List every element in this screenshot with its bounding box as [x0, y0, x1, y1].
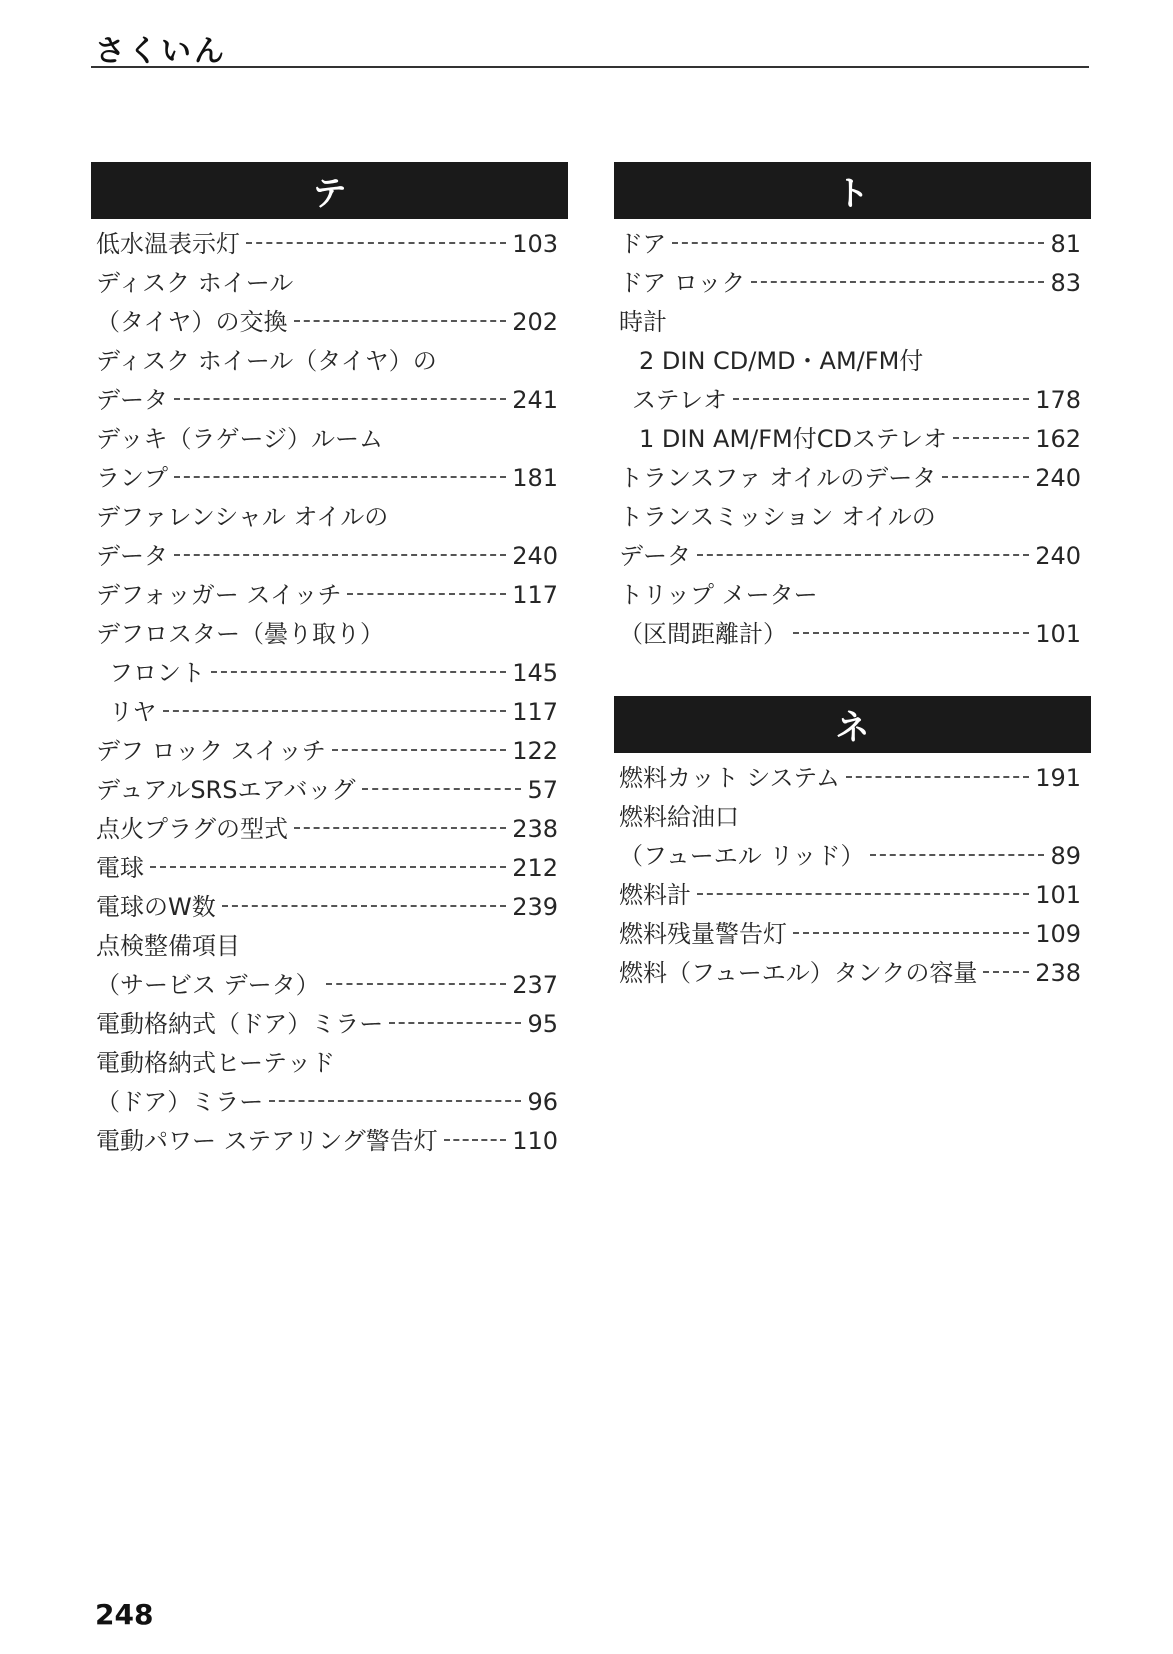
- index-entry: [91, 381, 568, 420]
- index-entry-list: [614, 225, 1091, 654]
- entry-term: デフォッガー スイッチ: [96, 581, 342, 609]
- dot-leader: [222, 905, 506, 907]
- entry-term: 時計: [619, 308, 667, 336]
- entry-term: データ: [96, 542, 168, 570]
- dot-leader: [362, 788, 522, 790]
- dot-leader: [870, 854, 1044, 856]
- entry-page-number: 95: [527, 1010, 558, 1038]
- page-number: 248: [95, 1598, 154, 1631]
- entry-term: ドア ロック: [619, 269, 746, 297]
- entry-term: 点火プラグの型式: [96, 815, 288, 843]
- section-heading: テ: [91, 162, 568, 219]
- index-entry: [91, 1083, 568, 1122]
- dot-leader: [983, 971, 1029, 973]
- entry-page-number: 117: [512, 698, 558, 726]
- index-entry: [614, 915, 1091, 954]
- dot-leader: [751, 281, 1044, 283]
- entry-term: ステレオ: [632, 386, 728, 414]
- dot-leader: [793, 632, 1029, 634]
- dot-leader: [672, 242, 1044, 244]
- entry-page-number: 238: [1035, 959, 1081, 987]
- dot-leader: [793, 932, 1029, 934]
- entry-page-number: 181: [512, 464, 558, 492]
- entry-page-number: 101: [1035, 620, 1081, 648]
- index-entry: [614, 225, 1091, 264]
- index-entry: [614, 303, 1091, 342]
- index-entry: [614, 420, 1091, 459]
- entry-term: （ドア）ミラー: [96, 1088, 264, 1116]
- index-entry: [91, 459, 568, 498]
- index-section-ne: [614, 696, 1091, 993]
- entry-term: ランプ: [96, 464, 168, 492]
- dot-leader: [294, 827, 506, 829]
- entry-term: （区間距離計）: [619, 620, 787, 648]
- entry-term: 燃料給油口: [619, 803, 739, 831]
- entry-page-number: 212: [512, 854, 558, 882]
- index-section-te: [91, 162, 568, 1161]
- entry-term: デュアルSRSエアバッグ: [96, 776, 356, 804]
- index-entry: [614, 576, 1091, 615]
- entry-page-number: 117: [512, 581, 558, 609]
- index-entry: [91, 1044, 568, 1083]
- index-entry: [91, 849, 568, 888]
- entry-term: 1 DIN AM/FM付CDステレオ: [639, 425, 948, 453]
- dot-leader: [444, 1139, 506, 1141]
- index-entry: [614, 537, 1091, 576]
- dot-leader: [269, 1100, 521, 1102]
- entry-page-number: 191: [1035, 764, 1081, 792]
- index-entry: [91, 225, 568, 264]
- entry-page-number: 162: [1035, 425, 1081, 453]
- dot-leader: [389, 1022, 521, 1024]
- dot-leader: [174, 398, 506, 400]
- index-entry: [91, 498, 568, 537]
- entry-page-number: 240: [1035, 542, 1081, 570]
- index-entry: [91, 264, 568, 303]
- index-entry: [91, 654, 568, 693]
- index-entry: [614, 759, 1091, 798]
- entry-term: ドア: [619, 230, 667, 258]
- entry-term: デフ ロック スイッチ: [96, 737, 326, 765]
- entry-term: 電球: [96, 854, 144, 882]
- dot-leader: [294, 320, 507, 322]
- dot-leader: [174, 476, 506, 478]
- dot-leader: [326, 983, 507, 985]
- entry-page-number: 237: [512, 971, 558, 999]
- entry-term: 燃料カット システム: [619, 764, 840, 792]
- section-heading: ト: [614, 162, 1091, 219]
- dot-leader: [174, 554, 506, 556]
- entry-page-number: 239: [512, 893, 558, 921]
- dot-leader: [846, 776, 1029, 778]
- entry-page-number: 145: [512, 659, 558, 687]
- entry-term: データ: [619, 542, 691, 570]
- index-entry: [91, 1122, 568, 1161]
- entry-term: 燃料計: [619, 881, 691, 909]
- entry-page-number: 240: [1035, 464, 1081, 492]
- entry-term: 点検整備項目: [96, 932, 240, 960]
- index-entry: [91, 771, 568, 810]
- index-entry: [91, 303, 568, 342]
- index-entry: [614, 459, 1091, 498]
- index-entry: [614, 837, 1091, 876]
- index-section-to: [614, 162, 1091, 654]
- index-entry: [614, 498, 1091, 537]
- index-entry: [91, 1005, 568, 1044]
- entry-page-number: 103: [512, 230, 558, 258]
- entry-page-number: 83: [1050, 269, 1081, 297]
- entry-page-number: 110: [512, 1127, 558, 1155]
- entry-term: （タイヤ）の交換: [96, 308, 288, 336]
- entry-term: デッキ（ラゲージ）ルーム: [96, 425, 384, 453]
- dot-leader: [347, 593, 506, 595]
- dot-leader: [942, 476, 1029, 478]
- dot-leader: [163, 710, 507, 712]
- index-entry: [91, 888, 568, 927]
- entry-term: トランスファ オイルのデータ: [619, 464, 937, 492]
- index-entry: [614, 798, 1091, 837]
- dot-leader: [246, 242, 506, 244]
- index-entry: [614, 264, 1091, 303]
- entry-term: デファレンシャル オイルの: [96, 503, 389, 531]
- index-entry: [91, 420, 568, 459]
- index-entry: [91, 966, 568, 1005]
- title-divider: [91, 66, 1089, 68]
- index-entry-list: [91, 225, 568, 1161]
- entry-term: ディスク ホイール: [96, 269, 294, 297]
- index-entry: [91, 615, 568, 654]
- dot-leader: [150, 866, 506, 868]
- entry-term: ディスク ホイール（タイヤ）の: [96, 347, 437, 375]
- dot-leader: [211, 671, 506, 673]
- entry-term: 電動格納式（ドア）ミラー: [96, 1010, 384, 1038]
- entry-page-number: 81: [1050, 230, 1081, 258]
- entry-page-number: 89: [1050, 842, 1081, 870]
- index-entry: [614, 615, 1091, 654]
- entry-term: 電動格納式ヒーテッド: [96, 1049, 336, 1077]
- entry-term: 電動パワー ステアリング警告灯: [96, 1127, 438, 1155]
- entry-term: 低水温表示灯: [96, 230, 240, 258]
- entry-term: トリップ メーター: [619, 581, 818, 609]
- index-entry-list: [614, 759, 1091, 993]
- dot-leader: [332, 749, 506, 751]
- entry-term: 2 DIN CD/MD・AM/FM付: [639, 347, 924, 375]
- entry-term: 燃料残量警告灯: [619, 920, 787, 948]
- dot-leader: [733, 398, 1029, 400]
- index-entry: [91, 927, 568, 966]
- entry-page-number: 57: [527, 776, 558, 804]
- index-entry: [614, 954, 1091, 993]
- entry-page-number: 202: [512, 308, 558, 336]
- entry-term: 電球のW数: [96, 893, 216, 921]
- entry-page-number: 101: [1035, 881, 1081, 909]
- page-title: さくいん: [95, 34, 227, 69]
- entry-term: （フューエル リッド）: [619, 842, 865, 870]
- section-heading: ネ: [614, 696, 1091, 753]
- entry-page-number: 122: [512, 737, 558, 765]
- index-entry: [91, 810, 568, 849]
- entry-term: デフロスター（曇り取り）: [96, 620, 384, 648]
- entry-term: データ: [96, 386, 168, 414]
- index-entry: [614, 381, 1091, 420]
- index-entry: [614, 342, 1091, 381]
- entry-page-number: 240: [512, 542, 558, 570]
- entry-term: （サービス データ）: [96, 971, 320, 999]
- entry-page-number: 238: [512, 815, 558, 843]
- index-entry: [91, 693, 568, 732]
- entry-term: 燃料（フューエル）タンクの容量: [619, 959, 978, 987]
- entry-term: フロント: [109, 659, 205, 687]
- entry-term: トランスミッション オイルの: [619, 503, 936, 531]
- entry-page-number: 109: [1035, 920, 1081, 948]
- index-entry: [614, 876, 1091, 915]
- entry-term: リヤ: [109, 698, 157, 726]
- entry-page-number: 241: [512, 386, 558, 414]
- index-entry: [91, 537, 568, 576]
- index-entry: [91, 342, 568, 381]
- index-entry: [91, 732, 568, 771]
- index-entry: [91, 576, 568, 615]
- dot-leader: [953, 437, 1029, 439]
- dot-leader: [697, 554, 1029, 556]
- entry-page-number: 96: [527, 1088, 558, 1116]
- entry-page-number: 178: [1035, 386, 1081, 414]
- dot-leader: [697, 893, 1029, 895]
